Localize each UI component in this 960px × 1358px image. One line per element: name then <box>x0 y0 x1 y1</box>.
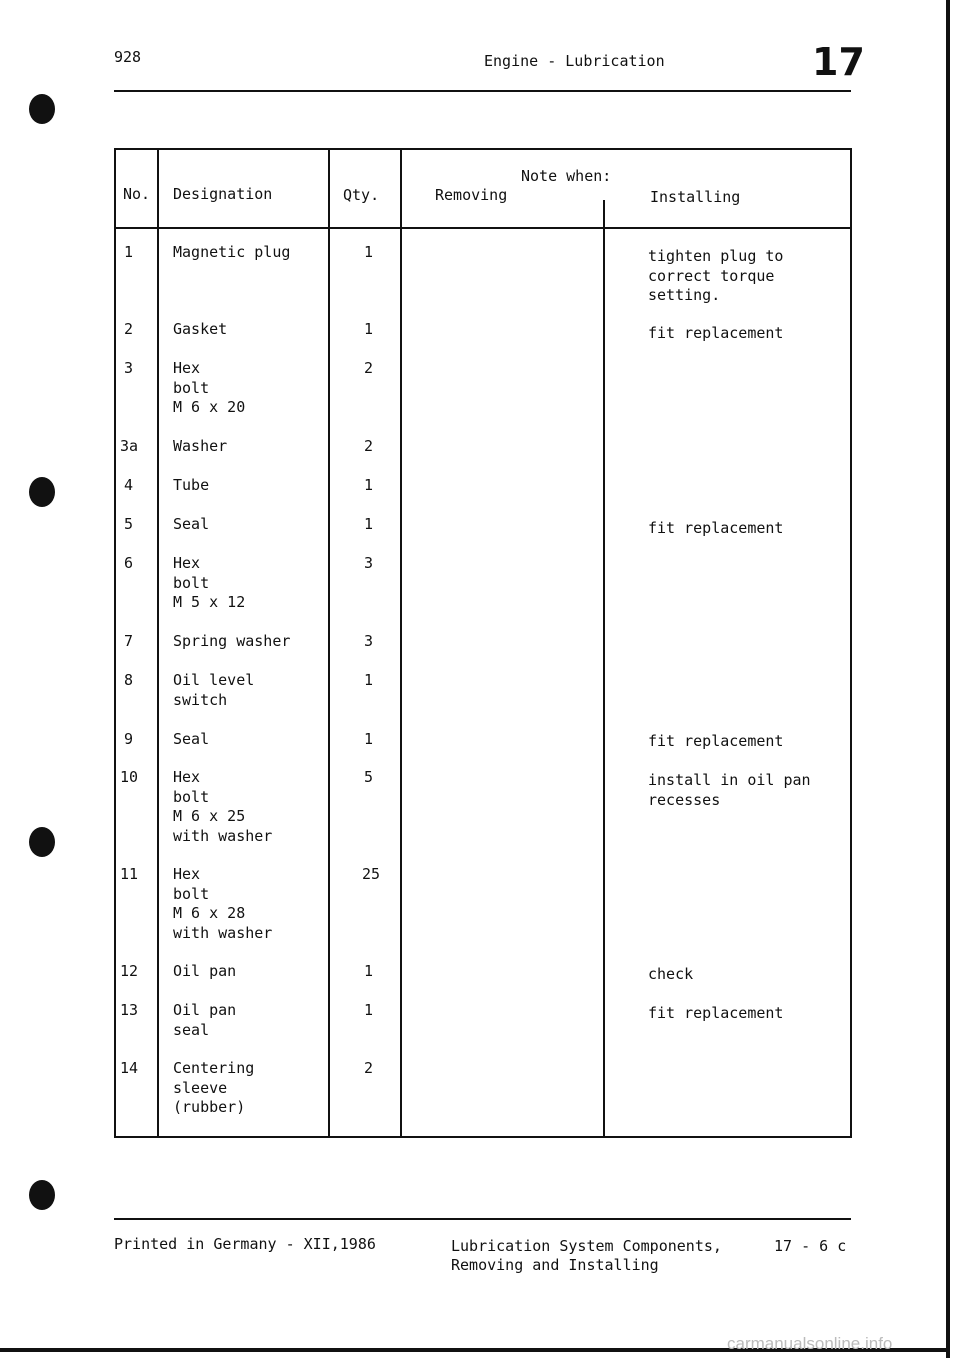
row-10-designation: Hex bolt M 6 x 25 with washer <box>173 768 273 845</box>
punch-hole-icon <box>29 1180 55 1210</box>
row-3a-designation: Washer <box>173 437 228 455</box>
col-header-no: No. <box>123 185 151 203</box>
row-5-installing: fit replacement <box>648 519 784 537</box>
row-12-designation: Oil pan <box>173 962 237 980</box>
row-5-designation: Seal <box>173 515 210 533</box>
header-divider <box>114 227 852 229</box>
scan-edge <box>946 0 950 1358</box>
print-info: Printed in Germany - XII,1986 <box>114 1235 376 1253</box>
col-header-qty: Qty. <box>343 186 380 204</box>
row-5-no: 5 <box>124 515 134 533</box>
col-header-installing: Installing <box>650 188 741 206</box>
row-12-no: 12 <box>120 962 139 980</box>
row-7-no: 7 <box>124 632 134 650</box>
punch-hole-icon <box>29 94 55 124</box>
row-9-no: 9 <box>124 730 134 748</box>
row-9-qty: 1 <box>364 730 374 748</box>
row-3-qty: 2 <box>364 359 374 377</box>
row-1-installing: tighten plug to correct torque setting. <box>648 247 784 304</box>
row-13-qty: 1 <box>364 1001 374 1019</box>
column-divider <box>157 148 159 1138</box>
row-12-qty: 1 <box>364 962 374 980</box>
row-6-no: 6 <box>124 554 134 572</box>
col-header-removing: Removing <box>435 186 508 204</box>
watermark: carmanualsonline.info <box>727 1334 893 1353</box>
section-title: Lubrication System Components, Removing and Installing <box>451 1237 722 1274</box>
row-12-installing: check <box>648 965 694 983</box>
page-title: Engine - Lubrication <box>484 52 665 70</box>
model-number: 928 <box>114 48 142 66</box>
row-7-designation: Spring washer <box>173 632 291 650</box>
row-2-designation: Gasket <box>173 320 228 338</box>
footer-rule <box>114 1218 851 1220</box>
row-8-qty: 1 <box>364 671 374 689</box>
row-6-qty: 3 <box>364 554 374 572</box>
row-9-designation: Seal <box>173 730 210 748</box>
column-divider <box>603 200 605 1138</box>
row-8-designation: Oil level switch <box>173 671 255 709</box>
row-4-qty: 1 <box>364 476 374 494</box>
row-10-qty: 5 <box>364 768 374 786</box>
row-3a-qty: 2 <box>364 437 374 455</box>
row-13-designation: Oil pan seal <box>173 1001 237 1039</box>
col-header-designation: Designation <box>173 185 273 203</box>
chapter-number: 17 <box>812 40 865 84</box>
row-13-installing: fit replacement <box>648 1004 784 1022</box>
row-3-designation: Hex bolt M 6 x 20 <box>173 359 246 416</box>
row-2-qty: 1 <box>364 320 374 338</box>
header-rule <box>114 90 851 92</box>
row-3a-no: 3a <box>120 437 139 455</box>
row-14-designation: Centering sleeve (rubber) <box>173 1059 255 1116</box>
row-8-no: 8 <box>124 671 134 689</box>
punch-hole-icon <box>29 477 55 507</box>
column-divider <box>400 148 402 1138</box>
row-1-designation: Magnetic plug <box>173 243 291 261</box>
col-header-note-when: Note when: <box>521 167 612 185</box>
row-10-no: 10 <box>120 768 139 786</box>
row-7-qty: 3 <box>364 632 374 650</box>
row-13-no: 13 <box>120 1001 139 1019</box>
row-11-designation: Hex bolt M 6 x 28 with washer <box>173 865 273 942</box>
row-3-no: 3 <box>124 359 134 377</box>
row-2-installing: fit replacement <box>648 324 784 342</box>
row-1-qty: 1 <box>364 243 374 261</box>
row-2-no: 2 <box>124 320 134 338</box>
row-11-qty: 25 <box>362 865 381 883</box>
row-11-no: 11 <box>120 865 139 883</box>
row-14-qty: 2 <box>364 1059 374 1077</box>
row-5-qty: 1 <box>364 515 374 533</box>
row-6-designation: Hex bolt M 5 x 12 <box>173 554 246 611</box>
row-4-no: 4 <box>124 476 134 494</box>
column-divider <box>328 148 330 1138</box>
row-9-installing: fit replacement <box>648 732 784 750</box>
row-14-no: 14 <box>120 1059 139 1077</box>
punch-hole-icon <box>29 827 55 857</box>
row-1-no: 1 <box>124 243 134 261</box>
row-10-installing: install in oil pan recesses <box>648 771 811 809</box>
row-4-designation: Tube <box>173 476 210 494</box>
page-number: 17 - 6 c <box>774 1237 847 1255</box>
